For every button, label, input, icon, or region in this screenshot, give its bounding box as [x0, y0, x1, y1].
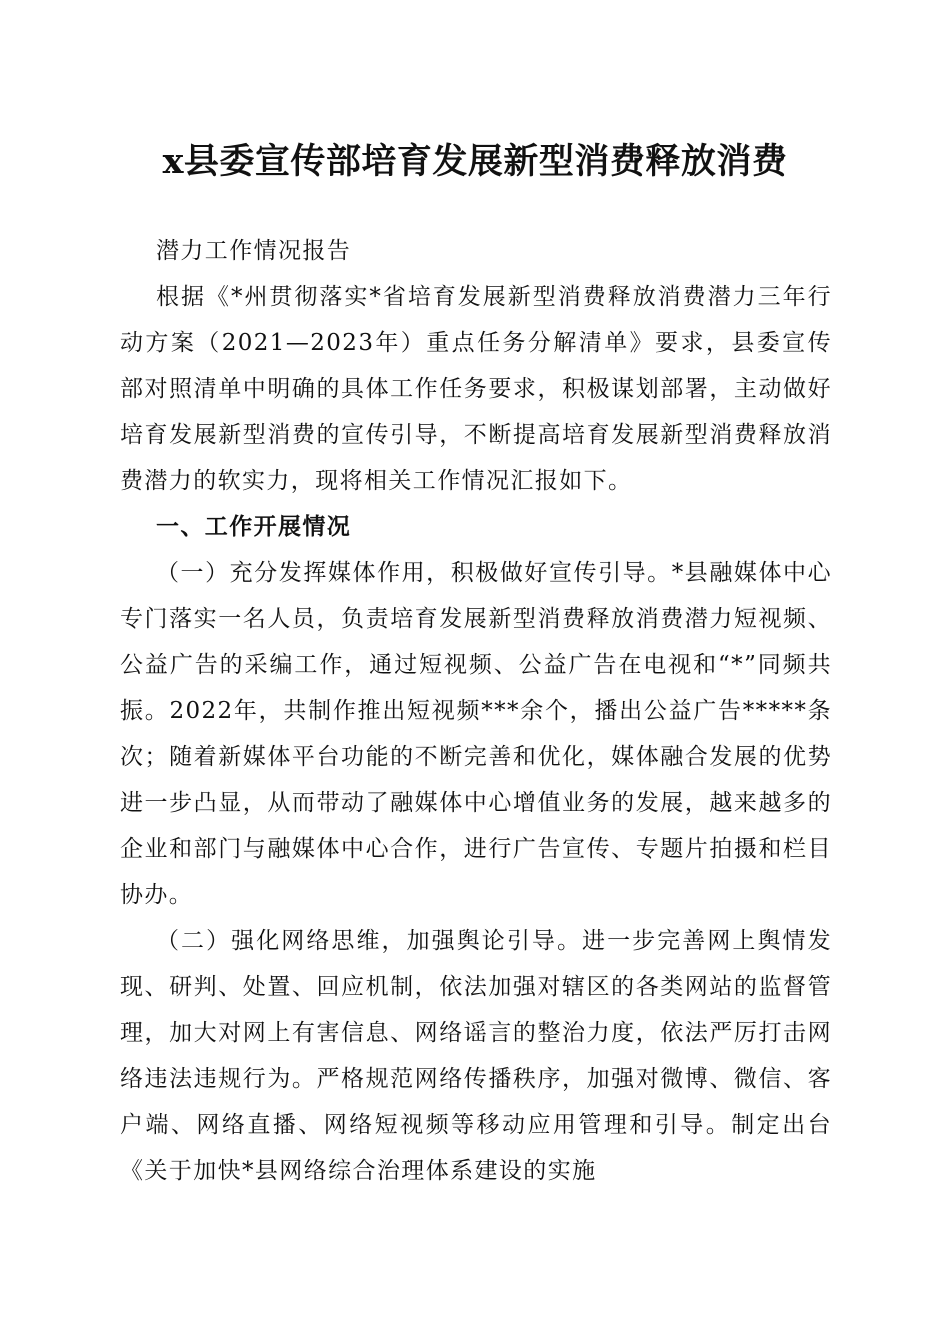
document-body [120, 228, 832, 1194]
document-title: x县委宣传部培育发展新型消费释放消费 [162, 141, 788, 182]
document-subtitle: 潜力工作情况报告 [156, 238, 352, 264]
intro-paragraph: 根据《*州贯彻落实*省培育发展新型消费释放消费潜力三年行动方案（2021—2023年）重点任务分解清单》要求，县委宣传部对照清单中明确的具体工作任务要求，积极谋划部署，主动做好培育发展新型消费的宣传引导，不断提高培育发展新型消费释放消费潜力的软实力，现将相关工作情况汇报如下。 [120, 284, 832, 494]
section-heading: 一、工作开展情况 [156, 514, 352, 540]
item-paragraph-1: （一）充分发挥媒体作用，积极做好宣传引导。*县融媒体中心专门落实一名人员，负责培育发展新型消费释放消费潜力短视频、公益广告的采编工作，通过短视频、公益广告在电视和“*”同频共振。2022年，共制作推出短视频***余个，播出公益广告*****条次；随着新媒体平台功能的不断完善和优化，媒体融合发展的优势进一步凸显，从而带动了融媒体中心增值业务的发展，越来越多的企业和部门与融媒体中心合作，进行广告宣传、专题片拍摄和栏目协办。 [120, 560, 832, 908]
item-paragraph-2: （二）强化网络思维，加强舆论引导。进一步完善网上舆情发现、研判、处置、回应机制，依法加强对辖区的各类网站的监督管理，加大对网上有害信息、网络谣言的整治力度，依法严厉打击网络违法违规行为。严格规范网络传播秩序，加强对微博、微信、客户端、网络直播、网络短视频等移动应用管理和引导。制定出台《关于加快*县网络综合治理体系建设的实施 [120, 928, 832, 1184]
